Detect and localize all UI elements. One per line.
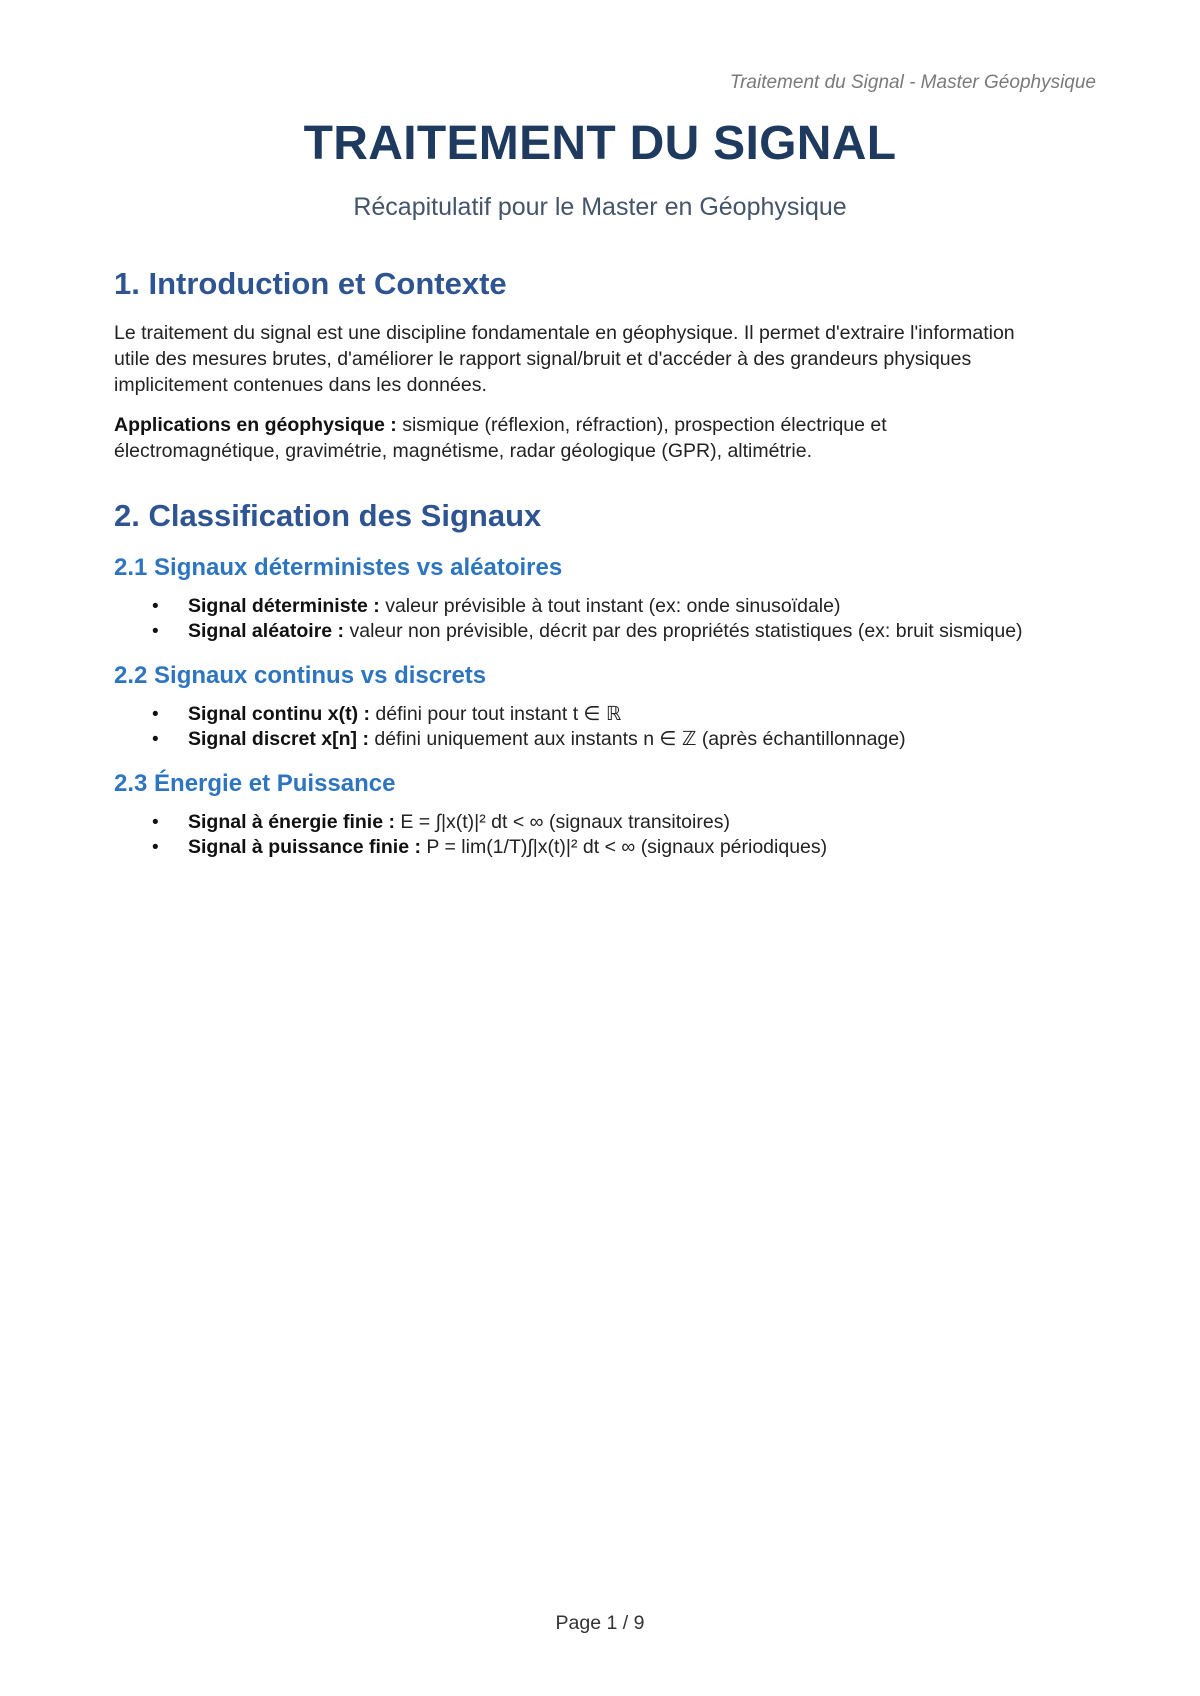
- list-item: [114, 810, 1034, 835]
- bullet-icon: •: [152, 704, 159, 725]
- list-item-label: Signal déterministe :: [188, 595, 380, 617]
- running-header: Traitement du Signal - Master Géophysique: [729, 72, 1096, 93]
- list-item-text: valeur prévisible à tout instant (ex: onde sinusoïdale): [379, 595, 841, 617]
- applications-text: sismique (réflexion, réfraction), prospection électrique et électromagnétique, gravimétrie, magnétisme, radar géologique (GPR), altimétrie.: [114, 414, 887, 462]
- list-item: [114, 594, 1034, 619]
- list-item-label: Signal à énergie finie :: [188, 811, 395, 833]
- list-item-text: défini pour tout instant t ∈ ℝ: [369, 703, 622, 725]
- list-item: [114, 727, 1034, 752]
- list-item: [114, 619, 1034, 644]
- bullet-icon: •: [152, 621, 159, 642]
- document-body: [114, 264, 1034, 872]
- introduction-paragraph: Le traitement du signal est une discipline fondamentale en géophysique. Il permet d'extraire l'information utile des mesures brutes, d'améliorer le rapport signal/bruit et d'accéder à des grandeurs physiques implicitement contenues dans les données.: [114, 322, 1015, 396]
- section-heading-classification: 2. Classification des Signaux: [114, 498, 542, 533]
- list-item-label: Signal continu x(t) :: [188, 703, 370, 725]
- applications-label: Applications en géophysique :: [114, 414, 397, 436]
- subsection-heading-energy-power: 2.3 Énergie et Puissance: [114, 770, 396, 797]
- list-item-text: P = lim(1/T)∫|x(t)|² dt < ∞ (signaux périodiques): [420, 836, 828, 858]
- list-item-label: Signal à puissance finie :: [188, 836, 421, 858]
- list-item-label: Signal aléatoire :: [188, 620, 345, 642]
- bullet-list-deterministic-random: [114, 594, 1034, 644]
- subsection-heading-continuous-discrete: 2.2 Signaux continus vs discrets: [114, 662, 487, 689]
- subsection-heading-deterministic-random: 2.1 Signaux déterministes vs aléatoires: [114, 554, 563, 581]
- bullet-icon: •: [152, 596, 159, 617]
- bullet-icon: •: [152, 837, 159, 858]
- bullet-icon: •: [152, 812, 159, 833]
- bullet-list-continuous-discrete: [114, 702, 1034, 752]
- bullet-list-energy-power: [114, 810, 1034, 860]
- page-number: Page 1 / 9: [555, 1612, 645, 1634]
- document-subtitle: Récapitulatif pour le Master en Géophysique: [353, 193, 847, 221]
- bullet-icon: •: [152, 729, 159, 750]
- list-item-text: valeur non prévisible, décrit par des propriétés statistiques (ex: bruit sismique): [344, 620, 1023, 642]
- list-item-text: défini uniquement aux instants n ∈ ℤ (après échantillonnage): [368, 728, 906, 750]
- applications-paragraph: [114, 412, 1034, 464]
- list-item: [114, 702, 1034, 727]
- list-item-label: Signal discret x[n] :: [188, 728, 369, 750]
- list-item-text: E = ∫|x(t)|² dt < ∞ (signaux transitoires): [394, 811, 730, 833]
- list-item: [114, 835, 1034, 860]
- document-title: TRAITEMENT DU SIGNAL: [303, 117, 897, 170]
- section-heading-introduction: 1. Introduction et Contexte: [114, 266, 507, 301]
